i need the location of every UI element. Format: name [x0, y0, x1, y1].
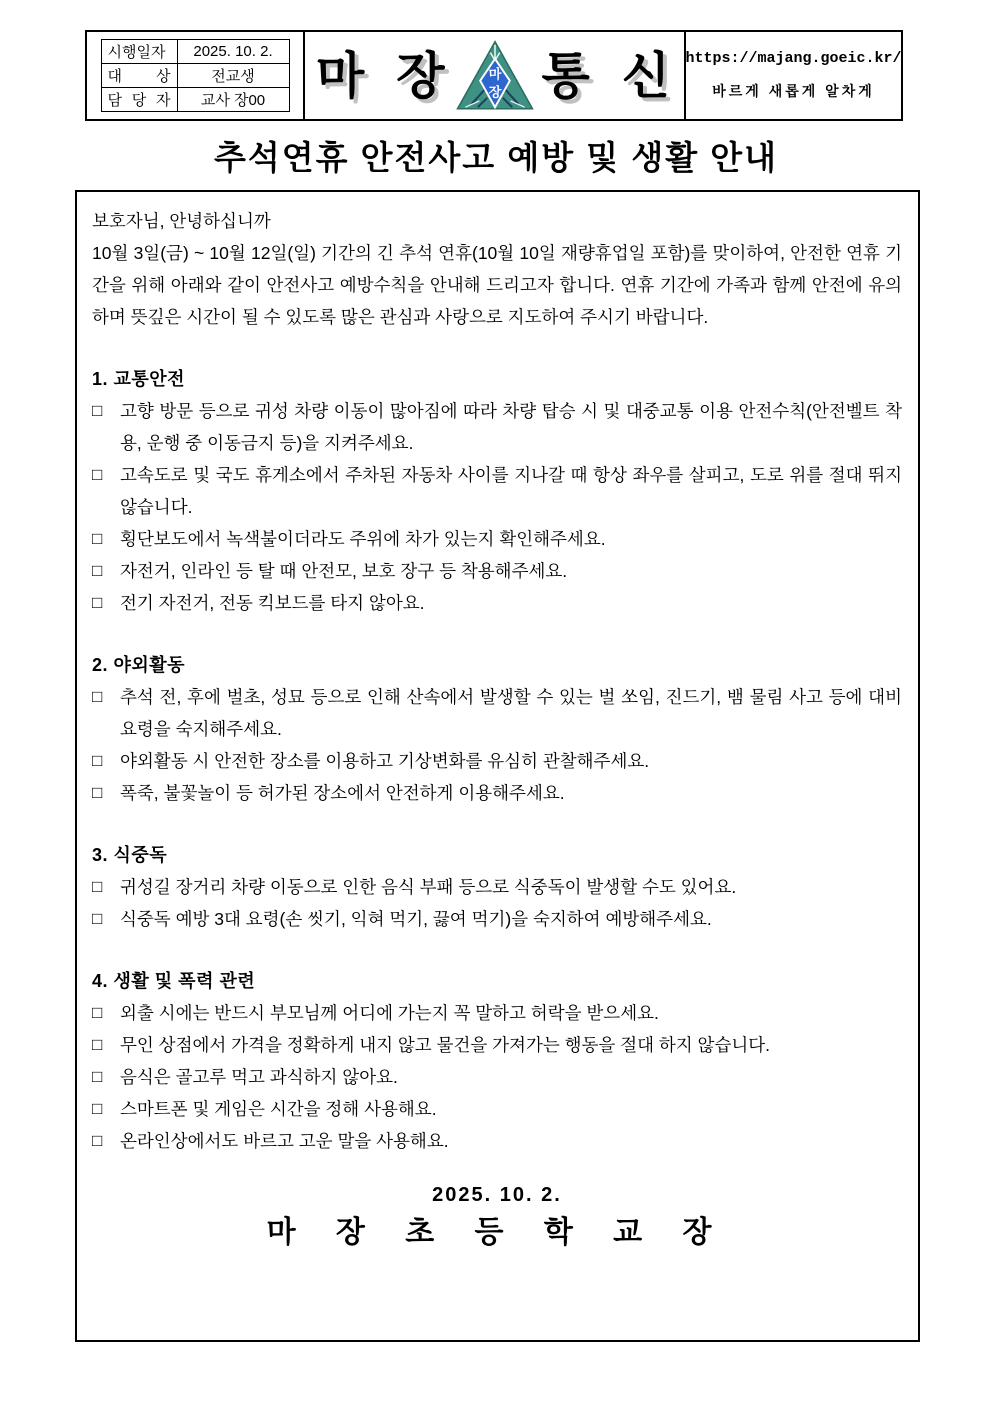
checklist-item: [92, 745, 902, 777]
info-value: 2025. 10. 2.: [177, 40, 289, 64]
masthead: [305, 32, 686, 119]
checkbox-icon: □: [92, 909, 103, 928]
info-row-manager: [101, 88, 289, 112]
principal-signature: 마 장 초 등 학 교 장: [266, 1216, 728, 1249]
school-url: https://majang.goeic.kr/: [685, 50, 902, 67]
checklist-item-text: 스마트폰 및 게임은 시간을 정해 사용해요.: [120, 1099, 437, 1119]
logo-text-top: 마: [488, 65, 501, 81]
checklist-item-text: 야외활동 시 안전한 장소를 이용하고 기상변화를 유심히 관찰해주세요.: [120, 751, 650, 771]
checkbox-icon: □: [92, 1099, 103, 1118]
checklist-item-text: 횡단보도에서 녹색불이더라도 주위에 차가 있는지 확인해주세요.: [120, 529, 606, 549]
checklist-item-text: 고향 방문 등으로 귀성 차량 이동이 많아짐에 따라 차량 탑승 시 및 대중교통 이용 안전수칙(안전벨트 착용, 운행 중 이동금지 등)을 지켜주세요.: [120, 401, 902, 453]
issue-date: 2025. 10. 2.: [432, 1184, 562, 1206]
site-info-cell: [686, 32, 901, 119]
checkbox-icon: □: [92, 401, 103, 420]
section-life-and-violence: [92, 965, 902, 1157]
checkbox-icon: □: [92, 465, 103, 484]
greeting-line: 보호자님, 안녕하십니까: [92, 211, 271, 231]
checklist-item-text: 자전거, 인라인 등 탈 때 안전모, 보호 장구 등 착용해주세요.: [120, 561, 568, 581]
school-slogan: 바르게 새롭게 알차게: [712, 83, 875, 99]
info-label: 시행일자: [101, 40, 177, 64]
section-heading: 3. 식중독: [92, 845, 168, 865]
info-label: 대 상: [101, 64, 177, 88]
checklist-item: [92, 1029, 902, 1061]
checklist-item-text: 추석 전, 후에 벌초, 성묘 등으로 인해 산속에서 발생할 수 있는 벌 쏘임, 진드기, 뱀 물림 사고 등에 대비 요령을 숙지해주세요.: [120, 687, 902, 739]
checklist-item-text: 음식은 골고루 먹고 과식하지 않아요.: [120, 1067, 398, 1087]
info-table: [101, 39, 290, 112]
checkbox-icon: □: [92, 877, 103, 896]
section-food-poisoning: [92, 839, 902, 935]
school-emblem-icon: [456, 40, 534, 112]
checklist-item: [92, 459, 902, 523]
checklist-item: [92, 997, 902, 1029]
checklist-item: [92, 555, 902, 587]
masthead-text-left: 마 장: [316, 47, 454, 104]
checklist-item: [92, 871, 902, 903]
checklist-item-text: 전기 자전거, 전동 킥보드를 타지 않아요.: [120, 593, 425, 613]
header-band: [85, 30, 903, 121]
checkbox-icon: □: [92, 1067, 103, 1086]
intro-paragraph: 10월 3일(금) ~ 10월 12일(일) 기간의 긴 추석 연휴(10월 10일 재량휴업일 포함)를 맞이하여, 안전한 연휴 기간을 위해 아래와 같이 안전사고 예방수칙을 안내해 드리고자 합니다. 연휴 기간에 가족과 함께 안전에 유의하며 뜻깊은 시간이 될 수 있도록 많은 관심과 사랑으로 지도하여 주시기 바랍니다.: [92, 243, 902, 327]
checkbox-icon: □: [92, 1035, 103, 1054]
info-value: 교사 장00: [177, 88, 289, 112]
checkbox-icon: □: [92, 1003, 103, 1022]
section-heading: 2. 야외활동: [92, 655, 186, 675]
checkbox-icon: □: [92, 1131, 103, 1150]
page-title: 추석연휴 안전사고 예방 및 생활 안내: [213, 139, 778, 176]
checklist-item-text: 식중독 예방 3대 요령(손 씻기, 익혀 먹기, 끓여 먹기)을 숙지하여 예방해주세요.: [120, 909, 712, 929]
checklist-item: [92, 523, 902, 555]
section-traffic-safety: [92, 363, 902, 619]
info-row-target: [101, 64, 289, 88]
checklist-item-text: 폭죽, 불꽃놀이 등 허가된 장소에서 안전하게 이용해주세요.: [120, 783, 565, 803]
checkbox-icon: □: [92, 529, 103, 548]
checklist-item: [92, 395, 902, 459]
info-row-issue-date: [101, 40, 289, 64]
info-label: 담 당 자: [101, 88, 177, 112]
section-heading: 4. 생활 및 폭력 관련: [92, 971, 256, 991]
masthead-text-right: 통 신: [541, 47, 679, 104]
checklist-item: [92, 1125, 902, 1157]
checklist-item: [92, 903, 902, 935]
checkbox-icon: □: [92, 593, 103, 612]
checklist-item-text: 외출 시에는 반드시 부모님께 어디에 가는지 꼭 말하고 허락을 받으세요.: [120, 1003, 659, 1023]
checklist-item: [92, 777, 902, 809]
checkbox-icon: □: [92, 783, 103, 802]
checklist-item: [92, 1093, 902, 1125]
notice-body: [75, 190, 920, 1342]
checklist-item: [92, 587, 902, 619]
checkbox-icon: □: [92, 751, 103, 770]
checkbox-icon: □: [92, 687, 103, 706]
header-info-cell: [87, 32, 305, 119]
checklist-item-text: 귀성길 장거리 차량 이동으로 인한 음식 부패 등으로 식중독이 발생할 수도 있어요.: [120, 877, 737, 897]
checklist-item-text: 온라인상에서도 바르고 고운 말을 사용해요.: [120, 1131, 449, 1151]
section-heading: 1. 교통안전: [92, 369, 186, 389]
info-value: 전교생: [177, 64, 289, 88]
checkbox-icon: □: [92, 561, 103, 580]
checklist-item: [92, 681, 902, 745]
checklist-item-text: 고속도로 및 국도 휴게소에서 주차된 자동차 사이를 지나갈 때 항상 좌우를 살피고, 도로 위를 절대 뛰지 않습니다.: [120, 465, 902, 517]
checklist-item-text: 무인 상점에서 가격을 정확하게 내지 않고 물건을 가져가는 행동을 절대 하지 않습니다.: [120, 1035, 771, 1055]
section-outdoor-activity: [92, 649, 902, 809]
checklist-item: [92, 1061, 902, 1093]
logo-text-bottom: 장: [488, 83, 501, 99]
